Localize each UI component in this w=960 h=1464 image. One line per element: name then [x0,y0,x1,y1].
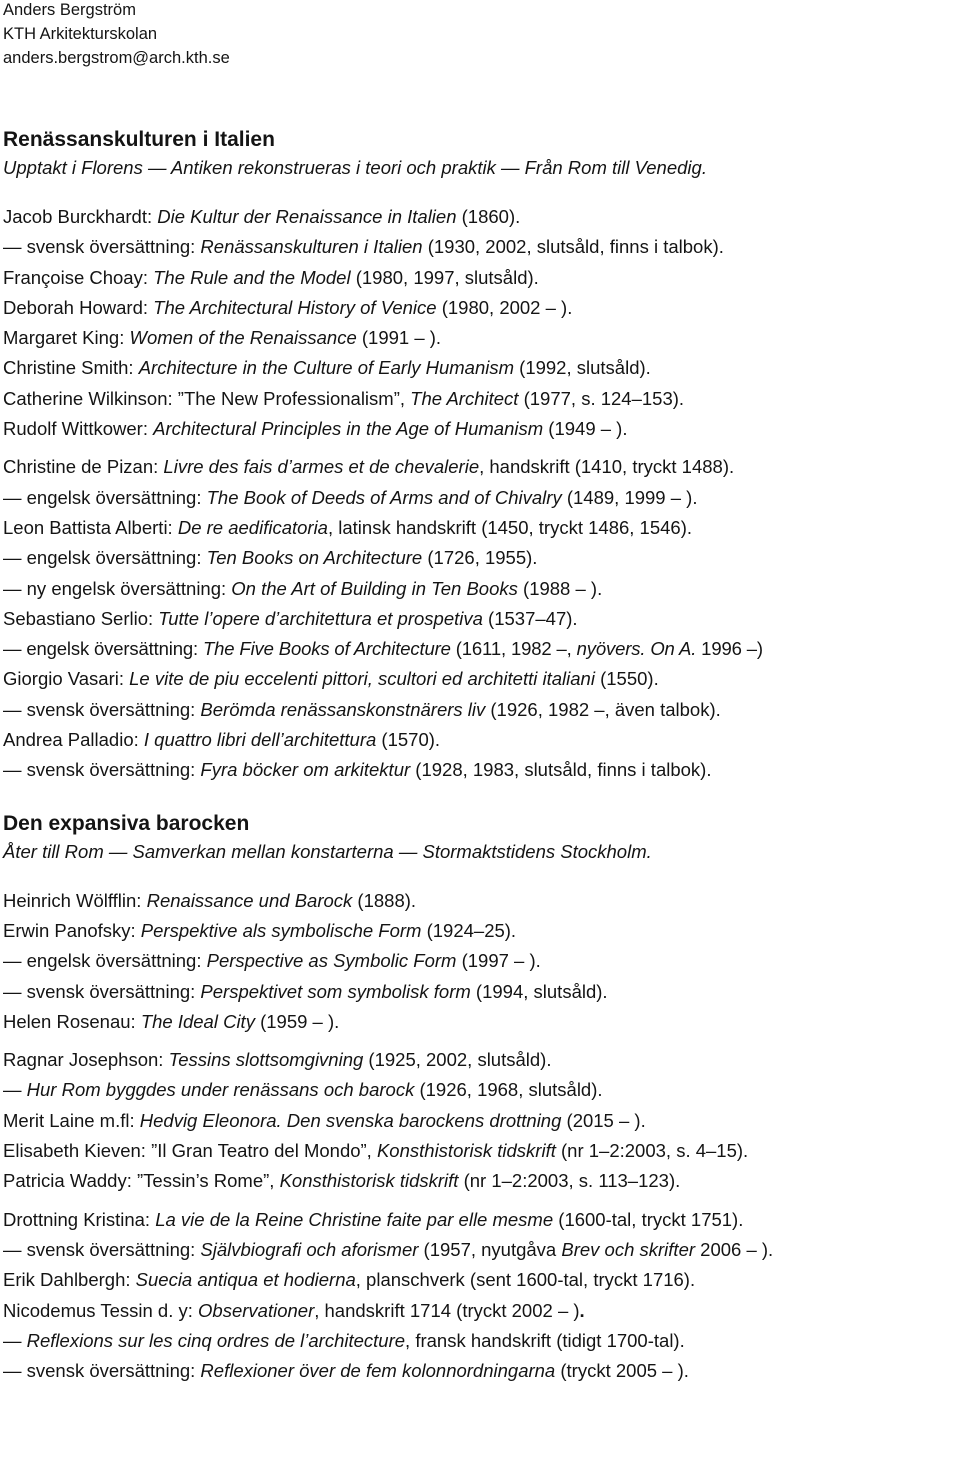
author-email: anders.bergstrom@arch.kth.se [3,49,230,67]
plain-text: 1996 –) [696,638,763,660]
document-page [3,0,957,1386]
plain-text: — svensk översättning: [3,698,201,720]
title-text: Tutte l’opere d’architettura et prospetiva [158,607,483,629]
reference-line [3,1166,957,1196]
plain-text: (1930, 2002, slutsåld, finns i talbok). [422,236,724,258]
title-text: Perspektive als symbolische Form [140,919,422,941]
plain-text: Ragnar Josephson: [3,1049,169,1071]
plain-text: — [3,1329,27,1351]
author-header [3,0,957,70]
title-text: Hedvig Eleonora. Den svenska barockens drottning [139,1109,562,1131]
plain-text: (1959 – ). [254,1010,340,1032]
plain-text: (nr 1–2:2003, s. 4–15). [555,1140,749,1162]
reference-line [3,452,957,482]
plain-text: (1600-tal, tryckt 1751). [553,1208,744,1230]
plain-text: (1992, slutsåld). [514,357,651,379]
title-text: Perspektivet som symbolisk form [200,980,471,1002]
reference-line [3,353,957,383]
title-text: nyövers. On A. [576,638,697,660]
title-text: The Book of Deeds of Arms and of Chivalry [206,486,562,508]
plain-text: — svensk översättning: [3,1360,201,1382]
reference-line [3,543,957,573]
plain-text: Catherine Wilkinson: ”The New Professionalism”, [3,387,411,409]
plain-text: Erwin Panofsky: [3,919,141,941]
reference-group [3,886,957,1037]
reference-line [3,232,957,262]
section-renaissance [3,126,957,786]
plain-text: (1977, s. 124–153). [518,387,685,409]
title-text: Ten Books on Architecture [206,547,423,569]
plain-text: (1991 – ). [356,327,442,349]
title-text: Suecia antiqua et hodierna [135,1269,356,1291]
title-text: Le vite de piu eccelenti pittori, scultori ed architetti italiani [129,668,595,690]
reference-line [3,1326,957,1356]
title-text: Reflexions sur les cinq ordres de l’architecture [26,1329,406,1351]
reference-line [3,1106,957,1136]
plain-text: — engelsk översättning: [3,486,207,508]
reference-line [3,1045,957,1075]
reference-line [3,1296,957,1326]
plain-text: — svensk översättning: [3,236,201,258]
plain-text: (1550). [594,668,659,690]
title-text: Renässanskulturen i Italien [200,236,423,258]
plain-text: (1570). [376,729,441,751]
title-text: Women of the Renaissance [129,327,357,349]
plain-text: (1537–47). [482,607,578,629]
plain-text: , fransk handskrift (tidigt 1700-tal). [405,1329,685,1351]
plain-text: (1611, 1982 –, [450,638,577,660]
reference-line [3,323,957,353]
title-text: Architecture in the Culture of Early Humanism [138,357,515,379]
reference-line [3,1136,957,1166]
reference-line [3,695,957,725]
author-name: Anders Bergström [3,1,136,19]
plain-text: (1997 – ). [456,950,541,972]
plain-text: — svensk översättning: [3,980,201,1002]
plain-text: Christine de Pizan: [3,456,164,478]
plain-text: (1949 – ). [543,418,628,440]
reference-line [3,574,957,604]
title-text: On the Art of Building in Ten Books [231,577,518,599]
reference-line [3,725,957,755]
section-subtitle: Åter till Rom — Samverkan mellan konstarterna — Stormaktstidens Stockholm. [3,840,652,862]
plain-text: Patricia Waddy: ”Tessin’s Rome”, [3,1170,280,1192]
plain-text: Giorgio Vasari: [3,668,130,690]
reference-line [3,886,957,916]
plain-text: Jacob Burckhardt: [3,206,158,227]
reference-line [3,664,957,694]
plain-text: (1988 – ). [517,577,603,599]
reference-group [3,1045,957,1196]
title-text: Självbiografi och aforismer [200,1238,419,1260]
reference-line [3,202,957,232]
plain-text: Andrea Palladio: [3,729,144,751]
reference-line [3,1356,957,1386]
plain-text: — engelsk översättning: [3,547,207,569]
reference-line [3,916,957,946]
title-text: Konsthistorisk tidskrift [279,1170,459,1192]
plain-text: — ny engelsk översättning: [3,577,232,599]
plain-text: , handskrift (1410, tryckt 1488). [479,456,735,478]
plain-text: (1926, 1968, slutsåld). [414,1079,603,1101]
title-text: Perspective as Symbolic Form [206,950,457,972]
plain-text: (nr 1–2:2003, s. 113–123). [458,1170,681,1192]
title-text: The Rule and the Model [153,266,351,288]
plain-text: (1489, 1999 – ). [561,486,698,508]
reference-line [3,946,957,976]
title-text: De re aedificatoria [177,516,328,538]
plain-text: — svensk översättning: [3,1238,201,1260]
section-title: Renässanskulturen i Italien [3,128,275,151]
reference-line [3,755,957,785]
plain-text: (1928, 1983, slutsåld, finns i talbok). [410,759,712,781]
title-text: Die Kultur der Renaissance in Italien [157,206,457,227]
title-text: Hur Rom byggdes under renässans och barock [26,1079,415,1101]
plain-text: — engelsk översättning: [3,638,204,660]
reference-line [3,384,957,414]
plain-text: Merit Laine m.fl: [3,1109,140,1131]
reference-line [3,483,957,513]
plain-text: (1980, 1997, slutsåld). [350,266,539,288]
reference-group [3,1205,957,1387]
plain-text: , handskrift 1714 (tryckt 2002 – ) [314,1299,580,1321]
reference-line [3,604,957,634]
plain-text: Margaret King: [3,327,130,349]
title-text: La vie de la Reine Christine faite par elle mesme [155,1208,554,1230]
section-subtitle: Upptakt i Florens — Antiken rekonstrueras i teori och praktik — Från Rom till Venedig. [3,157,707,178]
author-school: KTH Arkitekturskolan [3,25,158,43]
section-title: Den expansiva barocken [3,811,250,835]
plain-text: (1726, 1955). [422,547,538,569]
reference-line [3,977,957,1007]
plain-text: Nicodemus Tessin d. y: [3,1299,199,1321]
title-text: The Architect [410,387,519,409]
reference-group [3,202,957,444]
plain-text: (2015 – ). [561,1109,646,1131]
reference-line [3,513,957,543]
plain-text: (1924–25). [421,919,517,941]
plain-text: Sebastiano Serlio: [3,607,159,629]
title-text: Tessins slottsomgivning [168,1049,364,1071]
plain-text: (1994, slutsåld). [470,980,608,1002]
plain-text: 2006 – ). [695,1238,774,1260]
reference-line [3,1235,957,1265]
plain-text: (1925, 2002, slutsåld). [363,1049,552,1071]
title-text: Livre des fais d’armes et de chevalerie [163,456,480,478]
plain-text: , latinsk handskrift (1450, tryckt 1486, 1546). [327,516,693,538]
plain-text: Leon Battista Alberti: [3,516,178,538]
plain-text: — engelsk översättning: [3,950,207,972]
plain-text: Elisabeth Kieven: ”Il Gran Teatro del Mondo”, [3,1140,377,1162]
plain-text: Christine Smith: [3,357,139,379]
section-baroque [3,810,957,1387]
plain-text: (1926, 1982 –, även talbok). [485,698,721,720]
plain-text: (1888). [352,889,417,911]
reference-line [3,1205,957,1235]
reference-line [3,634,957,664]
title-text: Brev och skrifter [561,1238,696,1260]
reference-line [3,263,957,293]
title-text: Renaissance und Barock [146,889,353,911]
title-text: I quattro libri dell’architettura [143,729,377,751]
title-text: Berömda renässanskonstnärers liv [200,698,486,720]
plain-text: Rudolf Wittkower: [3,418,154,440]
plain-text: . [579,1299,585,1321]
reference-line [3,1265,957,1295]
title-text: The Ideal City [140,1010,255,1032]
title-text: The Five Books of Architecture [203,638,451,660]
plain-text: , planschverk (sent 1600-tal, tryckt 1716). [355,1269,696,1291]
plain-text: — svensk översättning: [3,759,201,781]
plain-text: — [3,1079,27,1101]
reference-group [3,452,957,785]
plain-text: (1860). [456,206,521,227]
title-text: Fyra böcker om arkitektur [200,759,411,781]
plain-text: Drottning Kristina: [3,1208,156,1230]
plain-text: (1980, 2002 – ). [436,296,573,318]
reference-line [3,293,957,323]
plain-text: Helen Rosenau: [3,1010,141,1032]
reference-line [3,1007,957,1037]
plain-text: Françoise Choay: [3,266,154,288]
reference-line [3,414,957,444]
title-text: Reflexioner över de fem kolonnordningarna [200,1360,556,1382]
reference-line [3,1075,957,1105]
plain-text: (1957, nyutgåva [418,1238,562,1260]
plain-text: Deborah Howard: [3,296,154,318]
title-text: Observationer [198,1299,315,1321]
title-text: Architectural Principles in the Age of Humanism [153,418,544,440]
title-text: Konsthistorisk tidskrift [376,1140,556,1162]
plain-text: Erik Dahlbergh: [3,1269,136,1291]
plain-text: (tryckt 2005 – ). [555,1360,689,1382]
title-text: The Architectural History of Venice [153,296,437,318]
plain-text: Heinrich Wölfflin: [3,889,147,911]
